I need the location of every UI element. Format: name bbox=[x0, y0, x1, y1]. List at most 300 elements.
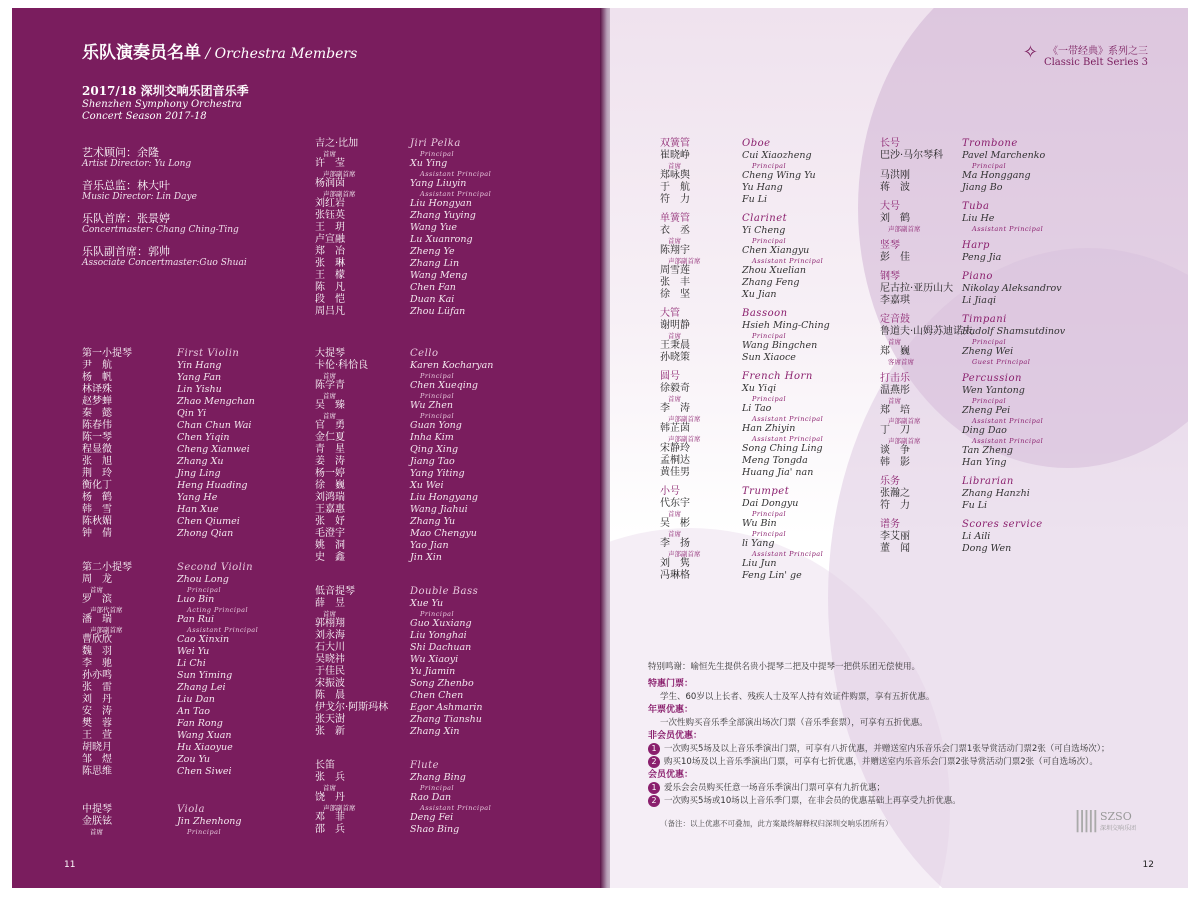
leader-item bbox=[82, 212, 312, 236]
role-cn: 首席 bbox=[668, 332, 681, 340]
member-name-cn: 李 驰 bbox=[82, 658, 112, 669]
member-row bbox=[82, 742, 258, 754]
special-thanks: 特别鸣谢：喻恒先生提供名贵小提琴二把及中提琴一把供乐团无偿使用。 bbox=[648, 662, 921, 672]
section-heading-cn: 乐务 bbox=[880, 476, 900, 487]
member-name-cn: 潘 瑞 bbox=[82, 614, 112, 625]
member-name-en: Qing Xing bbox=[410, 444, 459, 455]
section-heading bbox=[82, 804, 241, 816]
member-name-en: Han Xue bbox=[177, 504, 219, 515]
note-item bbox=[648, 795, 1168, 808]
member-row bbox=[315, 258, 491, 270]
logo-text: SZSO bbox=[1099, 809, 1132, 823]
member-row bbox=[660, 518, 830, 530]
role-en: Principal bbox=[752, 530, 787, 538]
member-name-cn: 崔晓峥 bbox=[660, 150, 690, 161]
member-name-cn: 郑 培 bbox=[880, 405, 910, 416]
member-name-cn: 伊戈尔·阿斯玛林 bbox=[315, 702, 389, 713]
note-item-text: 购买10场及以上音乐季演出门票，可享有七折优惠，并赠送室内乐音乐会门票2张导赏活动门票2张（可自选场次）。 bbox=[664, 757, 1098, 767]
member-row bbox=[82, 574, 258, 586]
member-name-en: Yang Liuyin bbox=[410, 178, 467, 189]
member-row bbox=[880, 531, 1065, 543]
member-name-cn: 尹 航 bbox=[82, 360, 112, 371]
member-name-cn: 韩芷茵 bbox=[660, 423, 690, 434]
member-name-cn: 姜 涛 bbox=[315, 456, 345, 467]
member-row bbox=[660, 194, 830, 206]
member-row bbox=[315, 480, 493, 492]
member-name-en: Liu Hongyan bbox=[410, 198, 472, 209]
member-name-cn: 周吕凡 bbox=[315, 306, 345, 317]
member-name-en: Dong Wen bbox=[962, 543, 1012, 554]
member-row bbox=[660, 383, 830, 395]
member-name-cn: 蒋 波 bbox=[880, 182, 910, 193]
member-name-cn: 于佳民 bbox=[315, 666, 345, 677]
title-en: Orchestra Members bbox=[214, 46, 358, 62]
section-heading-cn: 大提琴 bbox=[315, 348, 345, 359]
member-name-en: Rao Dan bbox=[410, 792, 452, 803]
member-name-en: Han Zhiyin bbox=[742, 423, 796, 434]
section-heading-cn: 低音提琴 bbox=[315, 586, 355, 597]
member-name-en: Lin Yishu bbox=[177, 384, 222, 395]
section-heading bbox=[315, 348, 493, 360]
member-name-en: Yu Hang bbox=[742, 182, 783, 193]
member-row bbox=[315, 400, 493, 412]
instrument-group bbox=[880, 519, 1065, 555]
member-name-en: Pan Rui bbox=[177, 614, 215, 625]
role-en: Assistant Principal bbox=[752, 257, 824, 265]
role-row bbox=[660, 530, 830, 538]
member-name-cn: 于 航 bbox=[660, 182, 690, 193]
member-row bbox=[315, 812, 491, 824]
member-row bbox=[82, 468, 255, 480]
member-name-en: Dai Dongyu bbox=[742, 498, 799, 509]
member-name-cn: 陈学青 bbox=[315, 380, 345, 391]
member-name-en: Qin Yi bbox=[177, 408, 207, 419]
section-heading bbox=[660, 308, 830, 320]
role-row bbox=[660, 435, 830, 443]
member-name-en: Zhou Long bbox=[177, 574, 229, 585]
section-heading bbox=[880, 373, 1065, 385]
member-name-en: Sun Xiaoce bbox=[742, 352, 796, 363]
member-row bbox=[880, 170, 1065, 182]
member-name-cn: 郭栩翔 bbox=[315, 618, 345, 629]
member-row bbox=[660, 150, 830, 162]
member-name-cn: 郑咏舆 bbox=[660, 170, 690, 181]
member-name-en: Huang Jia' nan bbox=[742, 467, 814, 478]
section-heading-cn: 竖琴 bbox=[880, 240, 900, 251]
section-heading bbox=[315, 586, 483, 598]
member-name-en: Zheng Pei bbox=[962, 405, 1011, 416]
member-name-en: Yang Fan bbox=[177, 372, 222, 383]
note-text: 一次性购买音乐季全部演出场次门票（音乐季套票），可享有五折优惠。 bbox=[660, 718, 928, 728]
instrument-group bbox=[660, 308, 830, 364]
section-heading bbox=[315, 138, 491, 150]
member-row bbox=[315, 380, 493, 392]
role-row bbox=[315, 150, 491, 158]
member-name-cn: 王 玥 bbox=[315, 222, 345, 233]
season-block bbox=[82, 82, 249, 123]
member-name-cn: 彭 佳 bbox=[880, 252, 910, 263]
section-heading-en: Scores service bbox=[962, 519, 1043, 530]
role-row bbox=[660, 510, 830, 518]
member-name-cn: 孙亦鸣 bbox=[82, 670, 112, 681]
member-row bbox=[315, 702, 483, 714]
member-name-en: Mao Chengyu bbox=[410, 528, 477, 539]
member-name-cn: 魏 羽 bbox=[82, 646, 112, 657]
role-row bbox=[315, 610, 483, 618]
member-row bbox=[82, 372, 255, 384]
member-row bbox=[880, 150, 1065, 162]
role-row bbox=[315, 784, 491, 792]
member-row bbox=[880, 213, 1065, 225]
member-name-en: Han Ying bbox=[962, 457, 1007, 468]
member-name-cn: 金朕铉 bbox=[82, 816, 112, 827]
member-name-en: Li Chi bbox=[177, 658, 206, 669]
member-name-cn: 代东宇 bbox=[660, 498, 690, 509]
member-name-en: Chen Qiumei bbox=[177, 516, 240, 527]
member-row bbox=[315, 726, 483, 738]
section-heading-cn: 第二小提琴 bbox=[82, 562, 132, 573]
section-brass-percussion-b bbox=[880, 138, 1065, 562]
instrument-group bbox=[880, 240, 1065, 264]
role-cn: 首席 bbox=[668, 237, 681, 245]
member-name-cn: 郑 巍 bbox=[880, 346, 910, 357]
role-row bbox=[660, 257, 830, 265]
instrument-group bbox=[880, 373, 1065, 469]
member-name-cn: 青 星 bbox=[315, 444, 345, 455]
member-name-en: Cui Xiaozheng bbox=[742, 150, 812, 161]
member-name-cn: 吴 臻 bbox=[315, 400, 345, 411]
member-row bbox=[315, 456, 493, 468]
member-name-en: Wei Yu bbox=[177, 646, 210, 657]
member-name-cn: 韩 雪 bbox=[82, 504, 112, 515]
leader-en: Concertmaster: Chang Ching-Ting bbox=[82, 225, 239, 235]
role-cn: 声部副首席 bbox=[888, 417, 921, 425]
logo-bars-icon: ||||| bbox=[1073, 808, 1096, 833]
member-name-en: Li Tao bbox=[742, 403, 772, 414]
member-name-cn: 林译殊 bbox=[82, 384, 112, 395]
member-name-cn: 鲁道夫·山姆苏迪诺夫 bbox=[880, 326, 974, 337]
section-heading-en: Cello bbox=[410, 348, 439, 359]
member-name-cn: 赵梦蝉 bbox=[82, 396, 112, 407]
member-name-en: Zhang Yu bbox=[410, 516, 456, 527]
leader-cn: 乐队首席：张景婷 bbox=[82, 212, 170, 225]
title-separator: / bbox=[201, 46, 215, 62]
member-row bbox=[660, 245, 830, 257]
member-name-cn: 刘永海 bbox=[315, 630, 345, 641]
section-flute bbox=[315, 760, 491, 836]
section-heading-en: Librarian bbox=[962, 476, 1014, 487]
leader-en: Associate Concertmaster:Guo Shuai bbox=[82, 258, 247, 268]
sparkle-icon: ✧ bbox=[1022, 42, 1038, 63]
member-name-en: Xu Yiqi bbox=[742, 383, 777, 394]
member-row bbox=[315, 630, 483, 642]
member-name-en: Cheng Wing Yu bbox=[742, 170, 816, 181]
member-row bbox=[82, 456, 255, 468]
role-row bbox=[880, 358, 1065, 366]
role-cn: 声部副首席 bbox=[888, 437, 921, 445]
member-name-cn: 尼古拉·亚历山大 bbox=[880, 283, 954, 294]
section-heading-cn: 吉之·比加 bbox=[315, 138, 359, 149]
series-cn: 《一带经典》系列之三 bbox=[1048, 46, 1148, 57]
instrument-group bbox=[880, 271, 1065, 307]
member-name-en: Xu Wei bbox=[410, 480, 444, 491]
section-heading-cn: 单簧管 bbox=[660, 213, 690, 224]
member-name-cn: 张 琳 bbox=[315, 258, 345, 269]
member-name-en: Wen Yantong bbox=[962, 385, 1025, 396]
member-name-en: Chen Xiangyu bbox=[742, 245, 810, 256]
member-name-en: Fu Li bbox=[962, 500, 988, 511]
member-name-en: Heng Huading bbox=[177, 480, 248, 491]
role-row bbox=[315, 392, 493, 400]
member-row bbox=[315, 492, 493, 504]
member-name-cn: 徐毅奇 bbox=[660, 383, 690, 394]
member-name-cn: 饶 丹 bbox=[315, 792, 345, 803]
member-row bbox=[82, 634, 258, 646]
member-row bbox=[82, 504, 255, 516]
member-row bbox=[82, 816, 241, 828]
role-cn: 首席 bbox=[323, 150, 336, 158]
member-name-en: Wang Bingchen bbox=[742, 340, 818, 351]
member-row bbox=[660, 558, 830, 570]
member-row bbox=[315, 618, 483, 630]
role-row bbox=[880, 338, 1065, 346]
member-name-en: Inha Kim bbox=[410, 432, 454, 443]
member-row bbox=[660, 289, 830, 301]
member-name-cn: 周雪莲 bbox=[660, 265, 690, 276]
section-heading-en: First Violin bbox=[177, 348, 240, 359]
member-name-cn: 刘 隽 bbox=[660, 558, 690, 569]
member-name-cn: 金仁夏 bbox=[315, 432, 345, 443]
member-name-cn: 樊 蓉 bbox=[82, 718, 112, 729]
leader-en: Music Director: Lin Daye bbox=[82, 192, 197, 202]
member-name-cn: 陈春伟 bbox=[82, 420, 112, 431]
section-heading-en: Flute bbox=[410, 760, 440, 771]
role-en: Assistant Principal bbox=[972, 437, 1044, 445]
note-heading: 特惠门票： bbox=[648, 679, 694, 689]
note-number-badge: 1 bbox=[648, 743, 660, 755]
section-heading bbox=[880, 240, 1065, 252]
member-name-cn: 徐 巍 bbox=[315, 480, 345, 491]
leader-en: Artist Director: Yu Long bbox=[82, 159, 192, 169]
member-name-cn: 张 丰 bbox=[660, 277, 690, 288]
note-item-text: 一次购买5场或10场以上音乐季门票，在非会员的优惠基础上再享受九折优惠。 bbox=[664, 796, 961, 806]
member-row bbox=[880, 457, 1065, 469]
member-name-en: Zhou Xuelian bbox=[742, 265, 806, 276]
member-row bbox=[82, 670, 258, 682]
member-row bbox=[315, 516, 493, 528]
member-name-en: Liu Yonghai bbox=[410, 630, 467, 641]
member-name-en: Zou Yu bbox=[177, 754, 211, 765]
member-row bbox=[315, 468, 493, 480]
role-cn: 首席 bbox=[668, 395, 681, 403]
section-heading-cn: 打击乐 bbox=[880, 373, 910, 384]
member-name-en: Chen Fan bbox=[410, 282, 456, 293]
member-name-cn: 谈 争 bbox=[880, 445, 910, 456]
role-en: Guest Principal bbox=[972, 358, 1031, 366]
member-name-cn: 张 妤 bbox=[315, 516, 345, 527]
section-woodwind-brass-a bbox=[660, 138, 830, 589]
section-violin-head bbox=[315, 138, 491, 318]
member-name-en: Xu Jian bbox=[742, 289, 777, 300]
member-name-en: Liu Dan bbox=[177, 694, 215, 705]
member-name-en: Sun Yiming bbox=[177, 670, 233, 681]
member-row bbox=[315, 642, 483, 654]
role-cn: 声部副首席 bbox=[90, 626, 123, 634]
leader-item bbox=[82, 146, 312, 170]
member-row bbox=[82, 360, 255, 372]
member-name-en: Liu Hongyang bbox=[410, 492, 478, 503]
member-row bbox=[82, 516, 255, 528]
member-name-cn: 邓 菲 bbox=[315, 812, 345, 823]
member-row bbox=[315, 714, 483, 726]
member-row bbox=[315, 432, 493, 444]
member-name-cn: 符 力 bbox=[880, 500, 910, 511]
member-row bbox=[315, 444, 493, 456]
section-heading-en: Oboe bbox=[742, 138, 771, 149]
member-name-cn: 巴沙·马尔琴科 bbox=[880, 150, 944, 161]
section-heading-en: Piano bbox=[962, 271, 993, 282]
member-row bbox=[315, 198, 491, 210]
role-cn: 首席 bbox=[323, 392, 336, 400]
member-name-en: Wang Yue bbox=[410, 222, 458, 233]
member-row bbox=[315, 222, 491, 234]
role-en: Principal bbox=[752, 510, 787, 518]
member-name-cn: 李 扬 bbox=[660, 538, 690, 549]
member-name-cn: 刘 丹 bbox=[82, 694, 112, 705]
member-row bbox=[660, 570, 830, 582]
member-name-en: Zheng Wei bbox=[962, 346, 1014, 357]
section-first-violin bbox=[82, 348, 255, 540]
member-name-cn: 王嘉惠 bbox=[315, 504, 345, 515]
member-name-en: Rudolf Shamsutdinov bbox=[962, 326, 1066, 337]
section-heading-en: Jiri Pelka bbox=[410, 138, 461, 149]
role-en: Assistant Principal bbox=[420, 804, 492, 812]
role-en: Principal bbox=[420, 150, 455, 158]
section-heading bbox=[880, 271, 1065, 283]
member-name-en: Guo Xuxiang bbox=[410, 618, 472, 629]
member-name-cn: 孟桐达 bbox=[660, 455, 690, 466]
section-heading-en: Clarinet bbox=[742, 213, 788, 224]
member-row bbox=[315, 504, 493, 516]
section-heading-cn: 谱务 bbox=[880, 519, 900, 530]
member-row bbox=[315, 528, 493, 540]
member-row bbox=[880, 543, 1065, 555]
instrument-group bbox=[660, 486, 830, 582]
member-name-cn: 韩 影 bbox=[880, 457, 910, 468]
role-en: Principal bbox=[187, 586, 222, 594]
member-name-cn: 陈秋媚 bbox=[82, 516, 112, 527]
member-name-en: Wang Jiahui bbox=[410, 504, 468, 515]
leader-cn: 音乐总监：林大叶 bbox=[82, 179, 170, 192]
member-name-cn: 冯琳格 bbox=[660, 570, 690, 581]
member-name-en: Deng Fei bbox=[410, 812, 454, 823]
member-name-en: Shi Dachuan bbox=[410, 642, 472, 653]
member-row bbox=[315, 246, 491, 258]
section-heading bbox=[880, 138, 1065, 150]
member-row bbox=[660, 277, 830, 289]
page-number-left: 11 bbox=[64, 860, 76, 870]
member-name-cn: 薛 昱 bbox=[315, 598, 345, 609]
instrument-group bbox=[880, 476, 1065, 512]
member-row bbox=[315, 690, 483, 702]
member-name-cn: 李 涛 bbox=[660, 403, 690, 414]
member-name-en: li Yang bbox=[742, 538, 775, 549]
member-name-cn: 董 闻 bbox=[880, 543, 910, 554]
member-row bbox=[660, 498, 830, 510]
role-cn: 首席 bbox=[323, 610, 336, 618]
member-row bbox=[880, 346, 1065, 358]
role-cn: 声部副首席 bbox=[668, 550, 701, 558]
member-name-en: Zhang Hanzhi bbox=[962, 488, 1030, 499]
role-row bbox=[82, 586, 258, 594]
member-row bbox=[82, 754, 258, 766]
member-row bbox=[315, 666, 483, 678]
member-name-cn: 张 新 bbox=[315, 726, 345, 737]
section-heading-en: Double Bass bbox=[410, 586, 479, 597]
role-row bbox=[880, 162, 1065, 170]
note-text: 学生、60岁以上长者、残疾人士及军人持有效证件购票，享有五折优惠。 bbox=[660, 692, 935, 702]
role-cn: 首席 bbox=[668, 510, 681, 518]
left-page bbox=[12, 8, 606, 888]
section-heading-en: Trumpet bbox=[742, 486, 790, 497]
member-row bbox=[315, 552, 493, 564]
member-row bbox=[82, 706, 258, 718]
section-heading bbox=[315, 760, 491, 772]
member-name-cn: 张钰英 bbox=[315, 210, 345, 221]
member-row bbox=[82, 766, 258, 778]
role-cn: 首席 bbox=[323, 784, 336, 792]
note-heading: 非会员优惠： bbox=[648, 731, 703, 741]
member-row bbox=[660, 320, 830, 332]
member-name-en: Hu Xiaoyue bbox=[177, 742, 233, 753]
member-name-cn: 宋振波 bbox=[315, 678, 345, 689]
section-cello bbox=[315, 348, 493, 564]
member-row bbox=[660, 170, 830, 182]
member-name-en: Nikolay Aleksandrov bbox=[962, 283, 1062, 294]
page-title bbox=[82, 38, 357, 63]
member-name-cn: 吴晓祎 bbox=[315, 654, 345, 665]
member-name-cn: 黄佳男 bbox=[660, 467, 690, 478]
section-heading-en: Trombone bbox=[962, 138, 1018, 149]
section-heading-en: Viola bbox=[177, 804, 205, 815]
member-row bbox=[880, 326, 1065, 338]
section-heading-en: French Horn bbox=[742, 371, 813, 382]
member-row bbox=[660, 225, 830, 237]
series-en: Classic Belt Series 3 bbox=[1043, 57, 1148, 68]
role-cn: 首席 bbox=[323, 372, 336, 380]
member-row bbox=[82, 682, 258, 694]
member-name-en: Ding Dao bbox=[962, 425, 1007, 436]
member-name-cn: 张 旭 bbox=[82, 456, 112, 467]
member-row bbox=[82, 444, 255, 456]
member-name-en: Pavel Marchenko bbox=[962, 150, 1046, 161]
role-row bbox=[315, 412, 493, 420]
leader-item bbox=[82, 245, 312, 269]
instrument-group bbox=[880, 138, 1065, 194]
role-en: Principal bbox=[752, 237, 787, 245]
member-row bbox=[660, 467, 830, 479]
ticket-notes bbox=[648, 660, 1168, 829]
member-name-cn: 衣 丞 bbox=[660, 225, 690, 236]
member-name-en: Zheng Ye bbox=[410, 246, 455, 257]
role-cn: 声部副首席 bbox=[888, 225, 921, 233]
member-name-en: Zhou Lüfan bbox=[410, 306, 466, 317]
member-name-cn: 郑 冶 bbox=[315, 246, 345, 257]
role-en: Assistant Principal bbox=[972, 225, 1044, 233]
role-en: Principal bbox=[420, 392, 455, 400]
member-name-en: Song Zhenbo bbox=[410, 678, 474, 689]
member-name-en: Zhang Xin bbox=[410, 726, 460, 737]
